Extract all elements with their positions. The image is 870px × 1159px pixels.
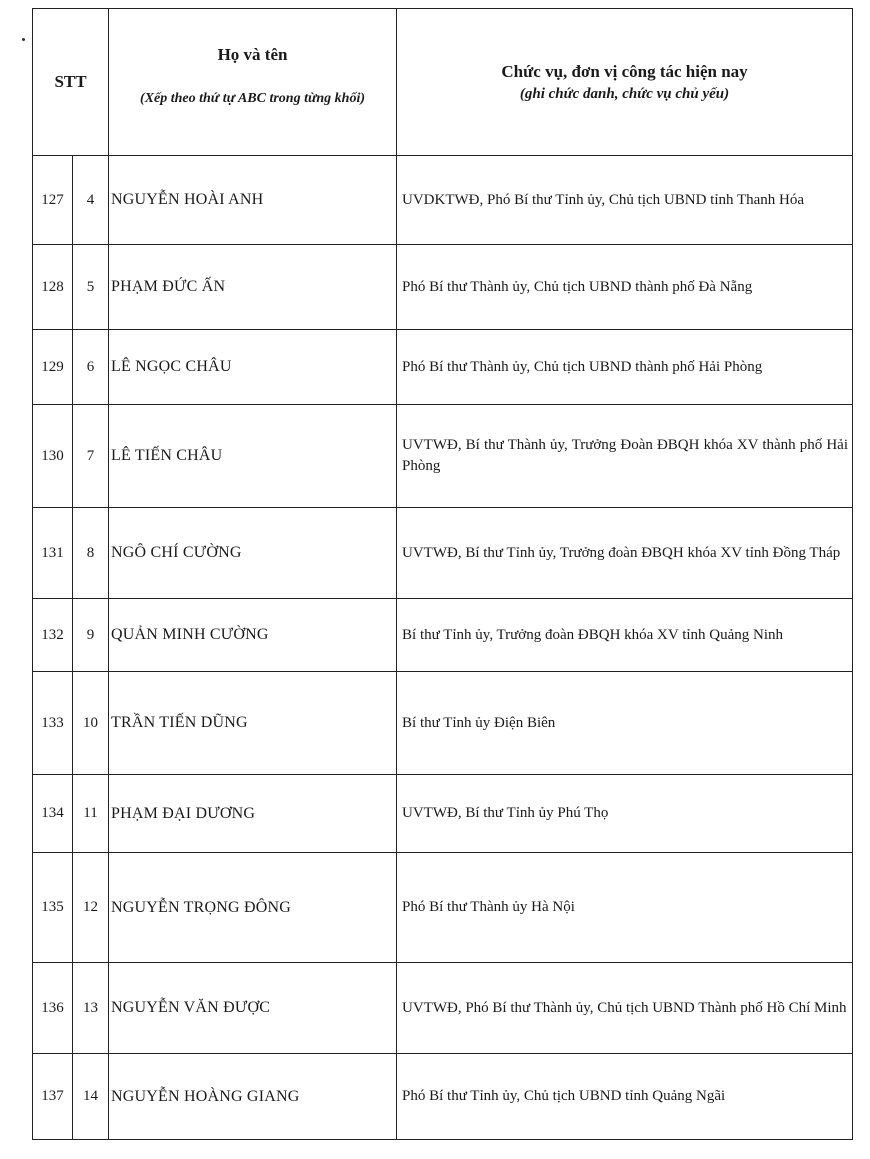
row-sub-number: 13 [73, 963, 109, 1054]
candidate-position: Phó Bí thư Thành ủy, Chủ tịch UBND thành phố Hải Phòng [397, 330, 853, 405]
candidate-name: PHẠM ĐỨC ẤN [109, 245, 397, 330]
candidate-name: LÊ NGỌC CHÂU [109, 330, 397, 405]
row-sub-number: 4 [73, 156, 109, 245]
header-position-title: Chức vụ, đơn vị công tác hiện nay [501, 61, 748, 81]
row-number: 130 [33, 405, 73, 508]
candidate-position: UVDKTWĐ, Phó Bí thư Tỉnh ủy, Chủ tịch UBND tỉnh Thanh Hóa [397, 156, 853, 245]
table-row [33, 599, 853, 672]
candidate-name: TRẦN TIẾN DŨNG [109, 672, 397, 775]
row-number: 133 [33, 672, 73, 775]
row-number: 128 [33, 245, 73, 330]
row-number: 136 [33, 963, 73, 1054]
candidate-name: NGUYỄN HOÀI ANH [109, 156, 397, 245]
row-sub-number: 11 [73, 775, 109, 853]
candidate-position: UVTWĐ, Phó Bí thư Thành ủy, Chủ tịch UBND Thành phố Hồ Chí Minh [397, 963, 853, 1054]
table-row [33, 853, 853, 963]
table-row [33, 508, 853, 599]
row-number: 129 [33, 330, 73, 405]
candidate-position: Phó Bí thư Thành ủy, Chủ tịch UBND thành phố Đà Nẵng [397, 245, 853, 330]
header-name-note: (Xếp theo thứ tự ABC trong từng khối) [140, 91, 365, 106]
candidate-name: NGUYỄN VĂN ĐƯỢC [109, 963, 397, 1054]
header-position-cell [397, 9, 853, 156]
row-number: 131 [33, 508, 73, 599]
header-stt: STT [33, 9, 109, 156]
candidate-name: NGUYỄN HOÀNG GIANG [109, 1054, 397, 1140]
row-sub-number: 14 [73, 1054, 109, 1140]
row-sub-number: 10 [73, 672, 109, 775]
header-name-title: Họ và tên [217, 45, 288, 64]
table-row [33, 775, 853, 853]
row-number: 127 [33, 156, 73, 245]
row-sub-number: 5 [73, 245, 109, 330]
row-number: 137 [33, 1054, 73, 1140]
candidate-position: UVTWĐ, Bí thư Tỉnh ủy Phú Thọ [397, 775, 853, 853]
candidate-position: Bí thư Tỉnh ủy Điện Biên [397, 672, 853, 775]
row-number: 132 [33, 599, 73, 672]
row-sub-number: 8 [73, 508, 109, 599]
row-number: 134 [33, 775, 73, 853]
table-row [33, 330, 853, 405]
row-sub-number: 7 [73, 405, 109, 508]
row-sub-number: 12 [73, 853, 109, 963]
candidate-name: QUẢN MINH CƯỜNG [109, 599, 397, 672]
candidate-position: UVTWĐ, Bí thư Thành ủy, Trưởng Đoàn ĐBQH khóa XV thành phố Hải Phòng [397, 405, 853, 508]
header-position-note: (ghi chức danh, chức vụ chủ yếu) [519, 85, 730, 102]
row-sub-number: 9 [73, 599, 109, 672]
candidate-name: NGÔ CHÍ CƯỜNG [109, 508, 397, 599]
candidate-name: LÊ TIẾN CHÂU [109, 405, 397, 508]
table-header-row [33, 9, 853, 156]
table-row [33, 963, 853, 1054]
candidate-position: Phó Bí thư Tỉnh ủy, Chủ tịch UBND tỉnh Quảng Ngãi [397, 1054, 853, 1140]
table-row [33, 672, 853, 775]
table-row [33, 405, 853, 508]
table-row [33, 1054, 853, 1140]
candidate-position: Bí thư Tỉnh ủy, Trưởng đoàn ĐBQH khóa XV tỉnh Quảng Ninh [397, 599, 853, 672]
header-name-cell [109, 9, 397, 156]
candidate-name: NGUYỄN TRỌNG ĐÔNG [109, 853, 397, 963]
candidate-name: PHẠM ĐẠI DƯƠNG [109, 775, 397, 853]
candidate-position: UVTWĐ, Bí thư Tỉnh ủy, Trưởng đoàn ĐBQH khóa XV tỉnh Đồng Tháp [397, 508, 853, 599]
candidate-table [32, 8, 853, 1140]
row-sub-number: 6 [73, 330, 109, 405]
table-row [33, 245, 853, 330]
table-row [33, 156, 853, 245]
scan-speck [22, 38, 25, 41]
candidate-position: Phó Bí thư Thành ủy Hà Nội [397, 853, 853, 963]
row-number: 135 [33, 853, 73, 963]
